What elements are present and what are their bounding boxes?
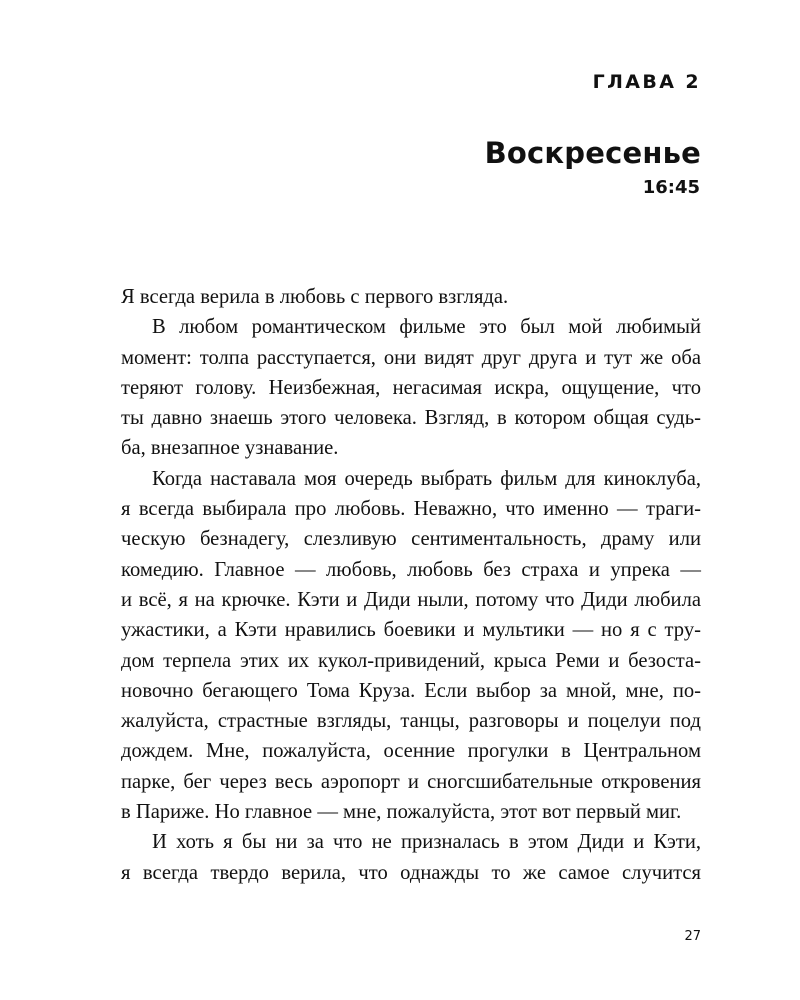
text-line: я всегда выбирала про любовь. Неважно, что именно — траги- <box>121 498 701 521</box>
text-line: дождем. Мне, пожалуйста, осенние прогулки в Центральном <box>121 740 701 763</box>
text-line: ты давно знаешь этого человека. Взгляд, в котором общая судь- <box>121 407 701 430</box>
text-line: Когда наставала моя очередь выбрать фильм для киноклуба, <box>152 467 701 490</box>
text-line: и всё, я на крючке. Кэти и Диди ныли, потому что Диди любила <box>121 588 701 611</box>
chapter-time: 16:45 <box>642 177 700 198</box>
text-line: момент: толпа расступается, они видят друг друга и тут же оба <box>121 346 701 369</box>
chapter-label: ГЛАВА 2 <box>592 71 701 93</box>
page-number: 27 <box>684 929 701 944</box>
text-line: дом терпела этих их кукол-привидений, крыса Реми и безоста- <box>121 649 701 672</box>
text-line: ба, внезапное узнавание. <box>121 437 339 460</box>
text-line: ческую безнадегу, слезливую сентиментальность, драму или <box>121 528 701 551</box>
text-line: ужастики, а Кэти нравились боевики и мультики — но я с тру- <box>121 619 701 642</box>
text-line: теряют голову. Неизбежная, негасимая искра, ощущение, что <box>121 376 701 399</box>
text-line: В любом романтическом фильме это был мой любимый <box>152 316 701 339</box>
text-line: И хоть я бы ни за что не призналась в этом Диди и Кэти, <box>152 831 701 854</box>
chapter-title: Воскресенье <box>484 136 701 170</box>
text-line: жалуйста, страстные взгляды, танцы, разговоры и поцелуи под <box>121 710 701 733</box>
text-line: парке, бег через весь аэропорт и сногсшибательные откровения <box>121 770 701 793</box>
text-line: я всегда твердо верила, что однажды то же самое случится <box>121 861 701 884</box>
text-line: в Париже. Но главное — мне, пожалуйста, этот вот первый миг. <box>121 801 682 824</box>
text-line: новочно бегающего Тома Круза. Если выбор за мной, мне, по- <box>121 679 701 702</box>
text-line: Я всегда верила в любовь с первого взгляда. <box>121 286 509 308</box>
text-line: комедию. Главное — любовь, любовь без страха и упрека — <box>121 558 701 581</box>
chapter-body-text <box>121 282 701 888</box>
